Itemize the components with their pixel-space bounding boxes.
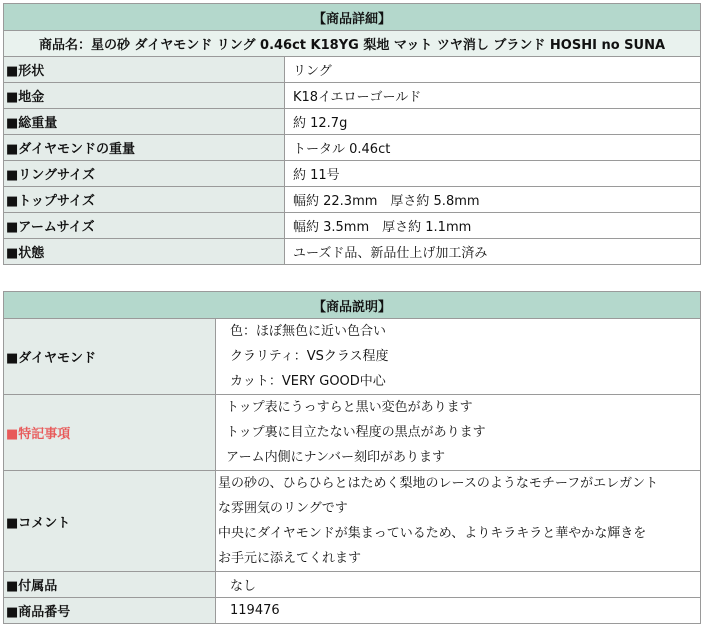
row-line: な雰囲気のリングです bbox=[218, 501, 348, 516]
row-label: ダイヤモンドの重量 bbox=[18, 142, 136, 157]
table-row bbox=[4, 187, 701, 213]
row-label: リングサイズ bbox=[18, 168, 95, 183]
table-row bbox=[4, 83, 701, 109]
table-row bbox=[4, 213, 701, 239]
table-row bbox=[4, 395, 701, 471]
product-detail-table bbox=[3, 3, 701, 265]
table-row bbox=[4, 239, 701, 265]
row-label-warning: 特記事項 bbox=[18, 427, 71, 442]
row-value: リング bbox=[285, 57, 701, 83]
row-line: 色：ほぼ無色に近い色合い bbox=[230, 324, 387, 339]
row-line: カット：VERY GOOD中心 bbox=[230, 374, 386, 389]
table-row bbox=[4, 319, 701, 395]
row-line: 星の砂の、ひらひらとはためく梨地のレースのようなモチーフがエレガント bbox=[218, 476, 659, 491]
description-header: 【商品説明】 bbox=[4, 292, 701, 319]
row-line: クラリティ：VSクラス程度 bbox=[230, 349, 389, 364]
table-row bbox=[4, 135, 701, 161]
row-label: 状態 bbox=[18, 246, 45, 261]
row-label: 付属品 bbox=[18, 579, 58, 594]
row-line: トップ表にうっすらと黒い変色があります bbox=[226, 400, 473, 415]
row-value: トータル 0.46ct bbox=[285, 135, 701, 161]
row-line: お手元に添えてくれます bbox=[218, 551, 362, 566]
product-name: 商品名：星の砂 ダイヤモンド リング 0.46ct K18YG 梨地 マット ツヤ消し ブランド HOSHI no SUNA bbox=[4, 31, 701, 57]
row-line: トップ裏に目立たない程度の黒点があります bbox=[226, 425, 486, 440]
row-label: 地金 bbox=[18, 90, 45, 105]
row-label: ダイヤモンド bbox=[18, 351, 97, 366]
row-label: 形状 bbox=[18, 64, 45, 79]
row-value: ユーズド品、新品仕上げ加工済み bbox=[285, 239, 701, 265]
table-row bbox=[4, 109, 701, 135]
row-label: コメント bbox=[18, 515, 71, 531]
row-value: 約 12.7g bbox=[285, 109, 701, 135]
row-value: 119476 bbox=[216, 598, 701, 624]
detail-header: 【商品詳細】 bbox=[4, 4, 701, 31]
row-line: 中央にダイヤモンドが集まっているため、よりキラキラと華やかな輝きを bbox=[218, 526, 647, 541]
table-row bbox=[4, 471, 701, 572]
row-label: 商品番号 bbox=[18, 605, 71, 620]
row-label: トップサイズ bbox=[18, 194, 95, 209]
row-value: 幅約 22.3mm 厚さ約 5.8mm bbox=[285, 187, 701, 213]
row-line: アーム内側にナンバー刻印があります bbox=[226, 450, 446, 465]
table-row bbox=[4, 161, 701, 187]
row-value: 約 11号 bbox=[285, 161, 701, 187]
row-value: 幅約 3.5mm 厚さ約 1.1mm bbox=[285, 213, 701, 239]
row-label: アームサイズ bbox=[18, 220, 95, 235]
row-value: なし bbox=[216, 572, 701, 598]
table-row bbox=[4, 572, 701, 598]
row-value: K18イエローゴールド bbox=[285, 83, 701, 109]
table-row bbox=[4, 57, 701, 83]
table-row bbox=[4, 598, 701, 624]
product-description-table bbox=[3, 291, 701, 624]
row-label: 総重量 bbox=[18, 116, 58, 131]
